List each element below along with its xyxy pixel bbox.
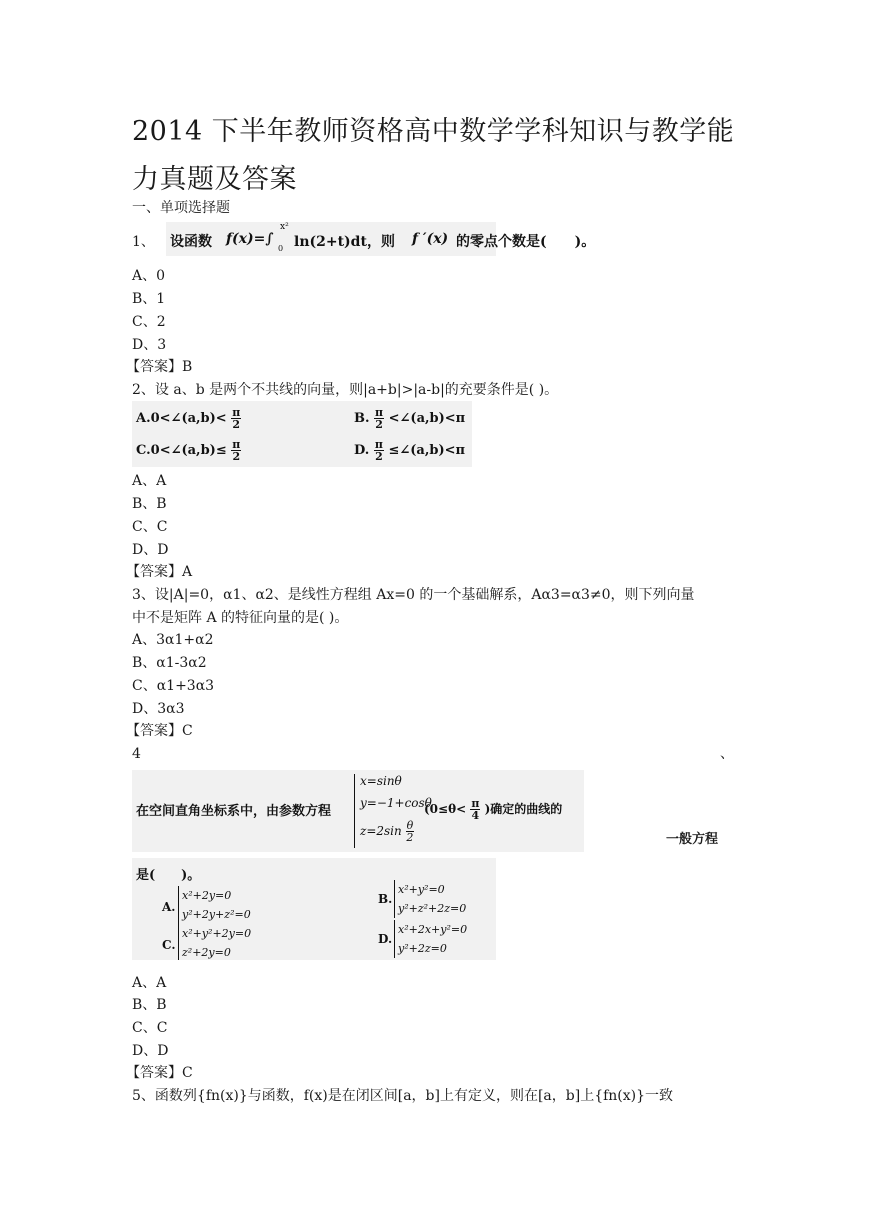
q4-img-a-eq2: y²+2y+z²=0 (182, 908, 251, 921)
q4-img-text: 在空间直角坐标系中，由参数方程 (136, 804, 332, 819)
q2-stem: 2、设 a、b 是两个不共线的向量，则|a+b|>|a-b|的充要条件是( )。 (132, 382, 559, 398)
q4-img-eq3: z=2sin (360, 824, 402, 838)
q4-img-eq2: y=−1+cosθ (360, 796, 432, 810)
q4-img-d-eq1: x²+2x+y²=0 (398, 923, 468, 936)
q4-img-b-brace (394, 880, 395, 918)
q4-img-range-frac: $\frac{\pi}{4}$ (471, 797, 480, 822)
q2-img-d: D. (354, 443, 370, 458)
q4-general-equation-label: 一般方程 (666, 832, 719, 847)
q4-img-range: (0≤θ< (424, 802, 467, 816)
q2-option-a: A、A (132, 473, 167, 489)
q4-option-d: D、D (132, 1043, 169, 1059)
q4-img-a-label: A. (162, 900, 176, 914)
q3-stem-line1: 3、设|A|=0，α1、α2、是线性方程组 Ax=0 的一个基础解系，Aα3=α3≠0，则下列向量 (132, 587, 695, 603)
q3-answer: 【答案】C (126, 723, 193, 739)
q4-img-a-eq1: x²+2y=0 (182, 889, 232, 902)
q4-img-d-brace (394, 920, 395, 958)
q2-img-c: C.0<∠(a,b)≤ (136, 443, 227, 458)
q4-img-b-label: B. (378, 892, 393, 906)
q1-img-upper-limit: x² (280, 222, 289, 232)
q1-option-d: D、3 (132, 337, 167, 353)
q4-answer: 【答案】C (126, 1065, 193, 1081)
q2-img-d-post: ≤∠(a,b)<π (388, 443, 466, 458)
q2-option-d: D、D (132, 542, 169, 558)
q3-option-d: D、3α3 (132, 701, 185, 717)
q4-options-image (132, 858, 496, 960)
q4-parametric-image (132, 770, 584, 852)
q2-img-d-frac: $\frac{\pi}{2}$ (374, 438, 383, 463)
q4-img-range-post: )确定的曲线的 (484, 802, 563, 816)
q2-img-b-frac: $\frac{\pi}{2}$ (375, 406, 384, 431)
q3-option-c: C、α1+3α3 (132, 678, 215, 694)
q3-option-a: A、3α1+α2 (132, 632, 214, 648)
q1-img-derivative: f ′(x) (412, 231, 449, 247)
q4-img-d-label: D. (378, 932, 393, 946)
q1-answer: 【答案】B (126, 359, 193, 375)
q4-img-b-eq2: y²+z²+2z=0 (398, 902, 467, 915)
q4-img-a-brace (178, 886, 179, 924)
q2-img-c-frac: $\frac{\pi}{2}$ (232, 438, 241, 463)
q2-answer: 【答案】A (126, 564, 193, 580)
q4-trailing-comma: 、 (720, 746, 734, 762)
q4-option-a: A、A (132, 975, 167, 991)
q1-img-text: 设函数 (170, 234, 212, 250)
q2-option-b: B、B (132, 496, 167, 512)
q4-img-b-eq1: x²+y²=0 (398, 883, 445, 896)
q1-option-b: B、1 (132, 291, 166, 307)
q4-img-a-system (182, 886, 251, 924)
q4-img-eq1: x=sinθ (360, 774, 402, 788)
q2-option-c: C、C (132, 519, 168, 535)
q4-number: 4 (132, 746, 141, 762)
q1-img-lower-limit: 0 (278, 244, 284, 253)
q1-number: 1、 (132, 234, 155, 250)
q2-img-a-frac: $\frac{\pi}{2}$ (232, 406, 241, 431)
q4-img-d-system (398, 920, 467, 958)
q4-img-c-brace (178, 924, 179, 960)
q3-stem-line2: 中不是矩阵 A 的特征向量的是( )。 (132, 610, 349, 626)
q4-img-b-system (398, 880, 466, 918)
q4-img-c-system (182, 924, 251, 962)
q2-img-b-post: <∠(a,b)<π (388, 411, 466, 426)
q4-option-c: C、C (132, 1020, 168, 1036)
q1-option-c: C、2 (132, 314, 166, 330)
q4-img-shi: 是( )。 (136, 868, 201, 883)
document-title: 2014 下半年教师资格高中数学学科知识与教学能力真题及答案 (132, 116, 735, 195)
section-heading: 一、单项选择题 (132, 200, 230, 216)
q4-option-b: B、B (132, 997, 167, 1013)
q2-img-a: A.0<∠(a,b)< (136, 411, 227, 426)
q4-img-brace (354, 774, 355, 848)
q1-formula-image (166, 222, 596, 256)
q4-img-eq3-frac: $\frac{\theta}{2}$ (406, 819, 414, 844)
q4-img-c-label: C. (162, 938, 176, 952)
q1-img-tail: 的零点个数是( )。 (456, 234, 596, 250)
q2-img-b: B. (354, 411, 370, 426)
q4-img-c-eq1: x²+y²+2y=0 (182, 927, 252, 940)
q4-img-c-eq2: z²+2y=0 (182, 946, 231, 959)
q5-stem: 5、函数列{fn(x)}与函数，f(x)是在闭区间[a，b]上有定义，则在[a，b]上{fn(x)}一致 (132, 1088, 674, 1104)
q1-img-integrand: ln(2+t)dt，则 (294, 234, 395, 250)
q2-options-image (132, 401, 472, 467)
q1-option-a: A、0 (132, 268, 166, 284)
q3-option-b: B、α1-3α2 (132, 655, 207, 671)
q4-img-d-eq2: y²+2z=0 (398, 942, 447, 955)
q1-img-fx: f(x)=∫ (226, 231, 274, 247)
